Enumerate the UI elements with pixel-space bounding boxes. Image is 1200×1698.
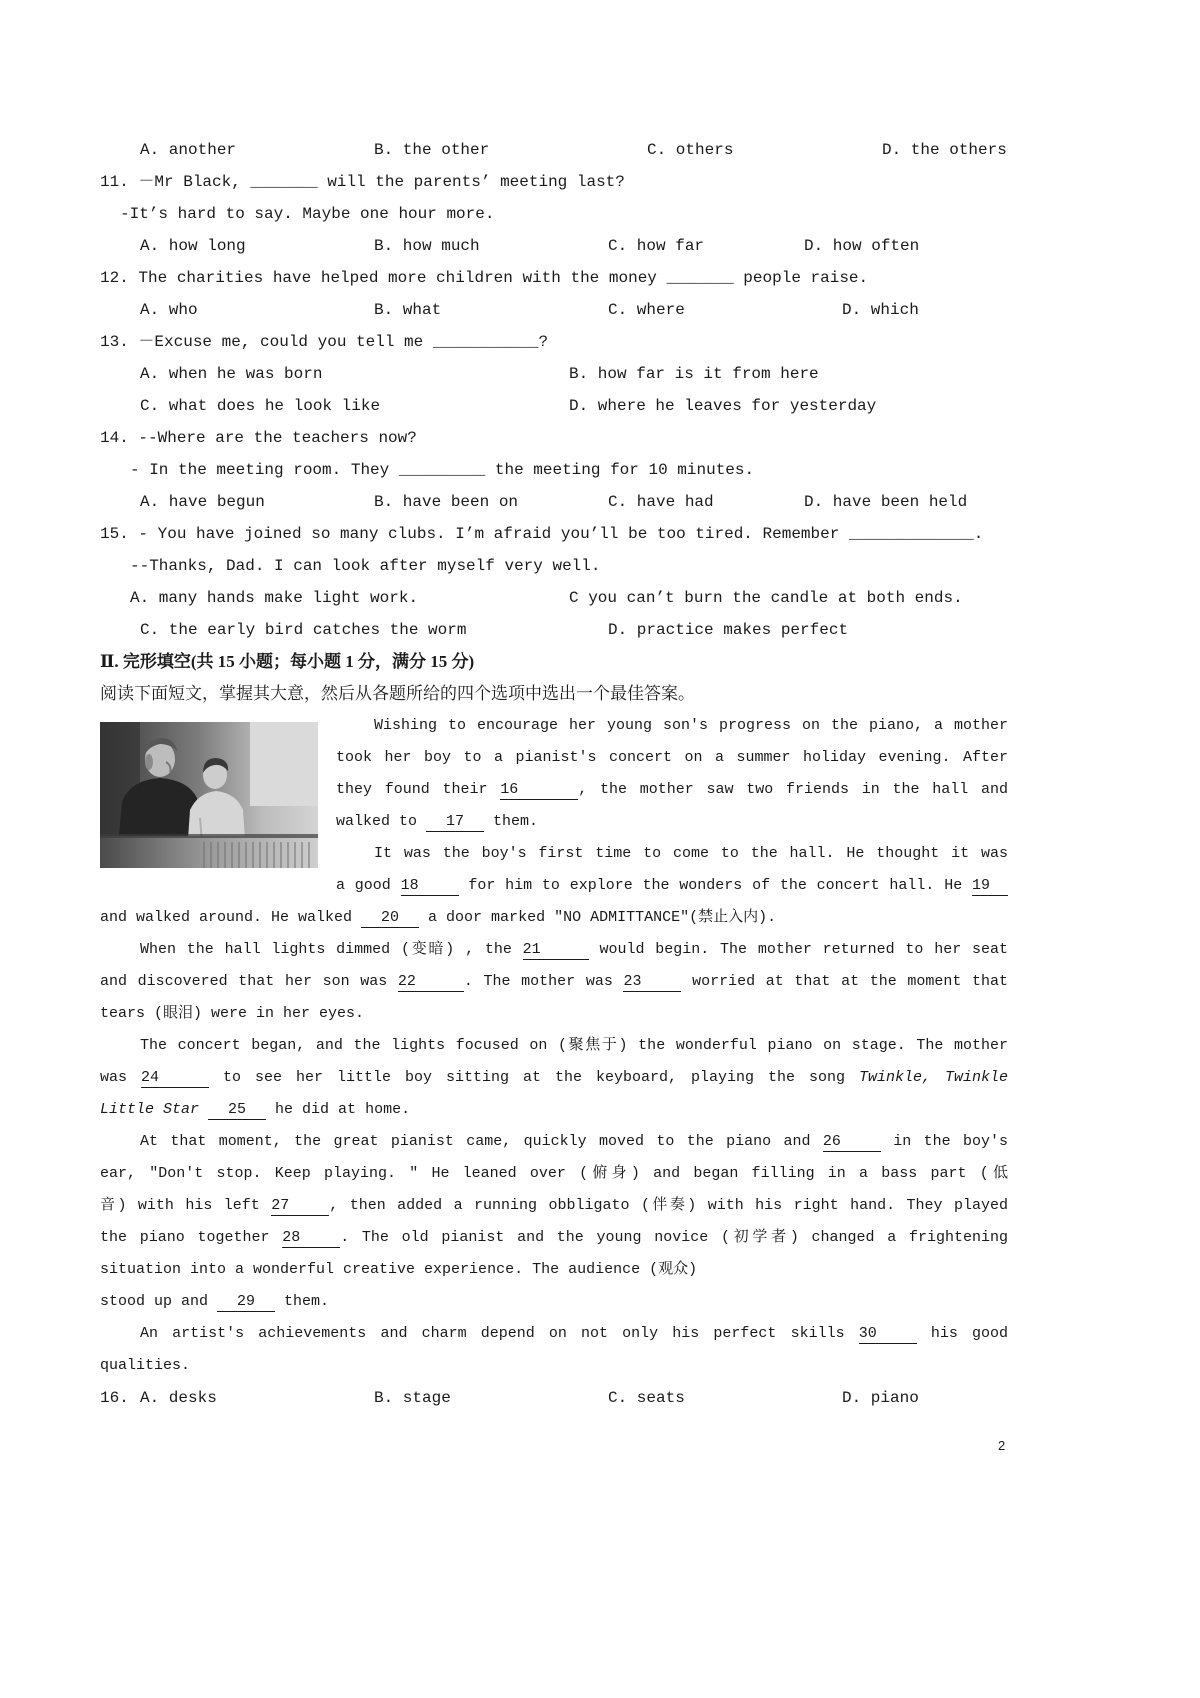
passage-text: they found their [336, 781, 501, 798]
q12-stem: 12. The charities have helped more children with the money _______ people raise. [100, 269, 869, 287]
passage-text: a good [336, 877, 401, 894]
blank-22: 22 [398, 973, 464, 992]
blank-20: 20 [361, 909, 419, 928]
q16-number: 16. [100, 1389, 129, 1407]
passage-line [100, 1222, 1008, 1254]
passage-line [336, 710, 1008, 742]
q14-option-b: B. have been on [374, 493, 519, 511]
q14-stem-line [100, 422, 1008, 454]
q15-option-c: C. the early bird catches the worm [140, 621, 467, 639]
passage-text: tears (眼泪) were in her eyes. [100, 1005, 365, 1022]
q13-stem: 13. －Excuse me, could you tell me ___________? [100, 333, 549, 351]
passage-text: to see her little boy sitting at the keyboard, playing the song [209, 1069, 859, 1086]
passage-text: the piano together [100, 1229, 283, 1246]
passage-line [336, 742, 1008, 774]
passage-line [100, 1350, 1008, 1382]
blank-25: 25 [208, 1101, 266, 1120]
passage-line [336, 838, 1008, 870]
page-content [100, 134, 1008, 1414]
q15-stem: 15. - You have joined so many clubs. I’m afraid you’ll be too tired. Remember _____________. [100, 525, 984, 543]
blank-17: 17 [426, 813, 484, 832]
passage-text: was [100, 1069, 141, 1086]
q12-stem-line [100, 262, 1008, 294]
q15-reply-line [100, 550, 1008, 582]
q11-stem: 11. －Mr Black, _______ will the parents’ meeting last? [100, 173, 625, 191]
q14-option-d: D. have been held [804, 493, 968, 511]
q11-options [100, 230, 1008, 262]
passage-line [100, 1190, 1008, 1222]
passage-line [100, 1062, 1008, 1094]
passage-line [100, 1030, 1008, 1062]
passage-text: situation into a wonderful creative experience. The audience (观众) [100, 1261, 698, 1278]
blank-16: 16 [500, 781, 578, 800]
q12-option-a: A. who [140, 301, 198, 319]
passage-line [100, 1318, 1008, 1350]
q16-option-b: B. stage [374, 1389, 451, 1407]
passage-line [100, 1158, 1008, 1190]
blank-24: 24 [141, 1069, 209, 1088]
blank-27: 27 [271, 1197, 329, 1216]
passage-line [100, 1254, 1008, 1286]
q15-stem-line [100, 518, 1008, 550]
passage-line [100, 966, 1008, 998]
q15-options-row1 [100, 582, 1008, 614]
blank-18: 18 [401, 877, 459, 896]
q12-options [100, 294, 1008, 326]
q10-options [100, 134, 1008, 166]
blank-29: 29 [217, 1293, 275, 1312]
blank-21: 21 [523, 941, 589, 960]
passage-text: At that moment, the great pianist came, quickly moved to the piano and [140, 1133, 823, 1150]
q14-options [100, 486, 1008, 518]
passage-text: , the mother saw two friends in the hall and [578, 781, 1008, 798]
q13-options-row2 [100, 390, 1008, 422]
q11-option-c: C. how far [608, 237, 705, 255]
passage-text: It was the boy's first time to come to the hall. He thought it was [374, 845, 1008, 862]
q13-option-b: B. how far is it from here [569, 365, 819, 383]
q13-option-a: A. when he was born [140, 365, 323, 383]
passage-line [336, 870, 1008, 902]
passage-text: and walked around. He walked [100, 909, 362, 926]
passage-text: , then added a running obbligato (伴奏) with his right hand. They played [329, 1197, 1008, 1214]
q14-option-c: C. have had [608, 493, 714, 511]
q13-options-row1 [100, 358, 1008, 390]
passage-line [100, 1094, 1008, 1126]
q16-option-c: C. seats [608, 1389, 685, 1407]
passage-text: took her boy to a pianist's concert on a summer holiday evening. After [336, 749, 1008, 766]
q13-stem-line [100, 326, 1008, 358]
q13-option-d: D. where he leaves for yesterday [569, 397, 877, 415]
q15-options-row2 [100, 614, 1008, 646]
q16-option-a: A. desks [140, 1389, 217, 1407]
passage-text: When the hall lights dimmed (变暗) , the [140, 941, 523, 958]
piano-photo-image [100, 722, 318, 868]
passage-text: . The old pianist and the young novice (初学者) changed a frightening [340, 1229, 1009, 1246]
passage-text: worried at that at the moment that [681, 973, 1009, 990]
q11-option-d: D. how often [804, 237, 920, 255]
passage-line [336, 806, 1008, 838]
blank-30: 30 [859, 1325, 917, 1344]
q15-option-c-first: C you can’t burn the candle at both ends. [569, 589, 963, 607]
passage-line [100, 902, 1008, 934]
passage-text: them. [275, 1293, 330, 1310]
q16-option-d: D. piano [842, 1389, 919, 1407]
q12-option-b: B. what [374, 301, 442, 319]
q11-option-b: B. how much [374, 237, 480, 255]
passage-line [100, 998, 1008, 1030]
q14-stem: 14. --Where are the teachers now? [100, 429, 417, 447]
q15-option-d: D. practice makes perfect [608, 621, 849, 639]
page-number: 2 [998, 1438, 1006, 1453]
q11-reply-line [100, 198, 1008, 230]
q15-option-a: A. many hands make light work. [130, 589, 419, 607]
passage-text: for him to explore the wonders of the concert hall. He [458, 877, 972, 894]
q14-reply-line [100, 454, 1008, 486]
passage-text: in the boy's [880, 1133, 1008, 1150]
song-title-text: Little Star [100, 1101, 200, 1118]
q10-option-c: C. others [647, 141, 734, 159]
passage-text: . The mother was [463, 973, 624, 990]
passage-text: his good [916, 1325, 1008, 1342]
q10-option-b: B. the other [374, 141, 490, 159]
passage-text [199, 1101, 208, 1118]
passage-text: a door marked "NO ADMITTANCE"(禁止入内). [419, 909, 777, 926]
blank-26: 26 [823, 1133, 881, 1152]
section-heading: Ⅱ. 完形填空(共 15 小题；每小题 1 分，满分 15 分) [100, 652, 475, 671]
passage-text: and discovered that her son was [100, 973, 398, 990]
passage-beside-photo [336, 710, 1008, 902]
passage-text: An artist's achievements and charm depend on not only his perfect skills [140, 1325, 859, 1342]
q10-option-d: D. the others [882, 141, 1007, 159]
q10-option-a: A. another [140, 141, 237, 159]
q11-option-a: A. how long [140, 237, 246, 255]
passage-text: walked to [336, 813, 427, 830]
passage-text: he did at home. [266, 1101, 411, 1118]
q14-reply: - In the meeting room. They _________ the meeting for 10 minutes. [130, 461, 755, 479]
passage-text: ear, "Don't stop. Keep playing. " He leaned over (俯身) and began filling in a bass part (低 [100, 1165, 1008, 1182]
song-title-text: Twinkle, Twinkle [858, 1069, 1008, 1086]
q16-options [100, 1382, 1008, 1414]
section-instruction: 阅读下面短文，掌握其大意，然后从各题所给的四个选项中选出一个最佳答案。 [100, 684, 695, 703]
passage-line [100, 934, 1008, 966]
q11-reply: -It’s hard to say. Maybe one hour more. [120, 205, 495, 223]
q12-option-d: D. which [842, 301, 919, 319]
q11-stem-line [100, 166, 1008, 198]
blank-23: 23 [623, 973, 681, 992]
q15-reply: --Thanks, Dad. I can look after myself very well. [130, 557, 601, 575]
passage-line [336, 774, 1008, 806]
passage-text: qualities. [100, 1357, 191, 1374]
passage-text: them. [484, 813, 539, 830]
q14-option-a: A. have begun [140, 493, 265, 511]
blank-28: 28 [282, 1229, 340, 1248]
q12-option-c: C. where [608, 301, 685, 319]
passage-text: would begin. The mother returned to her seat [588, 941, 1008, 958]
passage-text: stood up and [100, 1293, 218, 1310]
passage-text: The concert began, and the lights focused on (聚焦于) the wonderful piano on stage. The mother [140, 1037, 1008, 1054]
passage-text: Wishing to encourage her young son's progress on the piano, a mother [374, 717, 1008, 734]
blank-19: 19 [972, 877, 1008, 896]
passage-text: 音) with his left [100, 1197, 272, 1214]
piano-photo [100, 722, 318, 868]
passage-line [100, 1126, 1008, 1158]
passage-line [100, 1286, 1008, 1318]
q13-option-c: C. what does he look like [140, 397, 381, 415]
